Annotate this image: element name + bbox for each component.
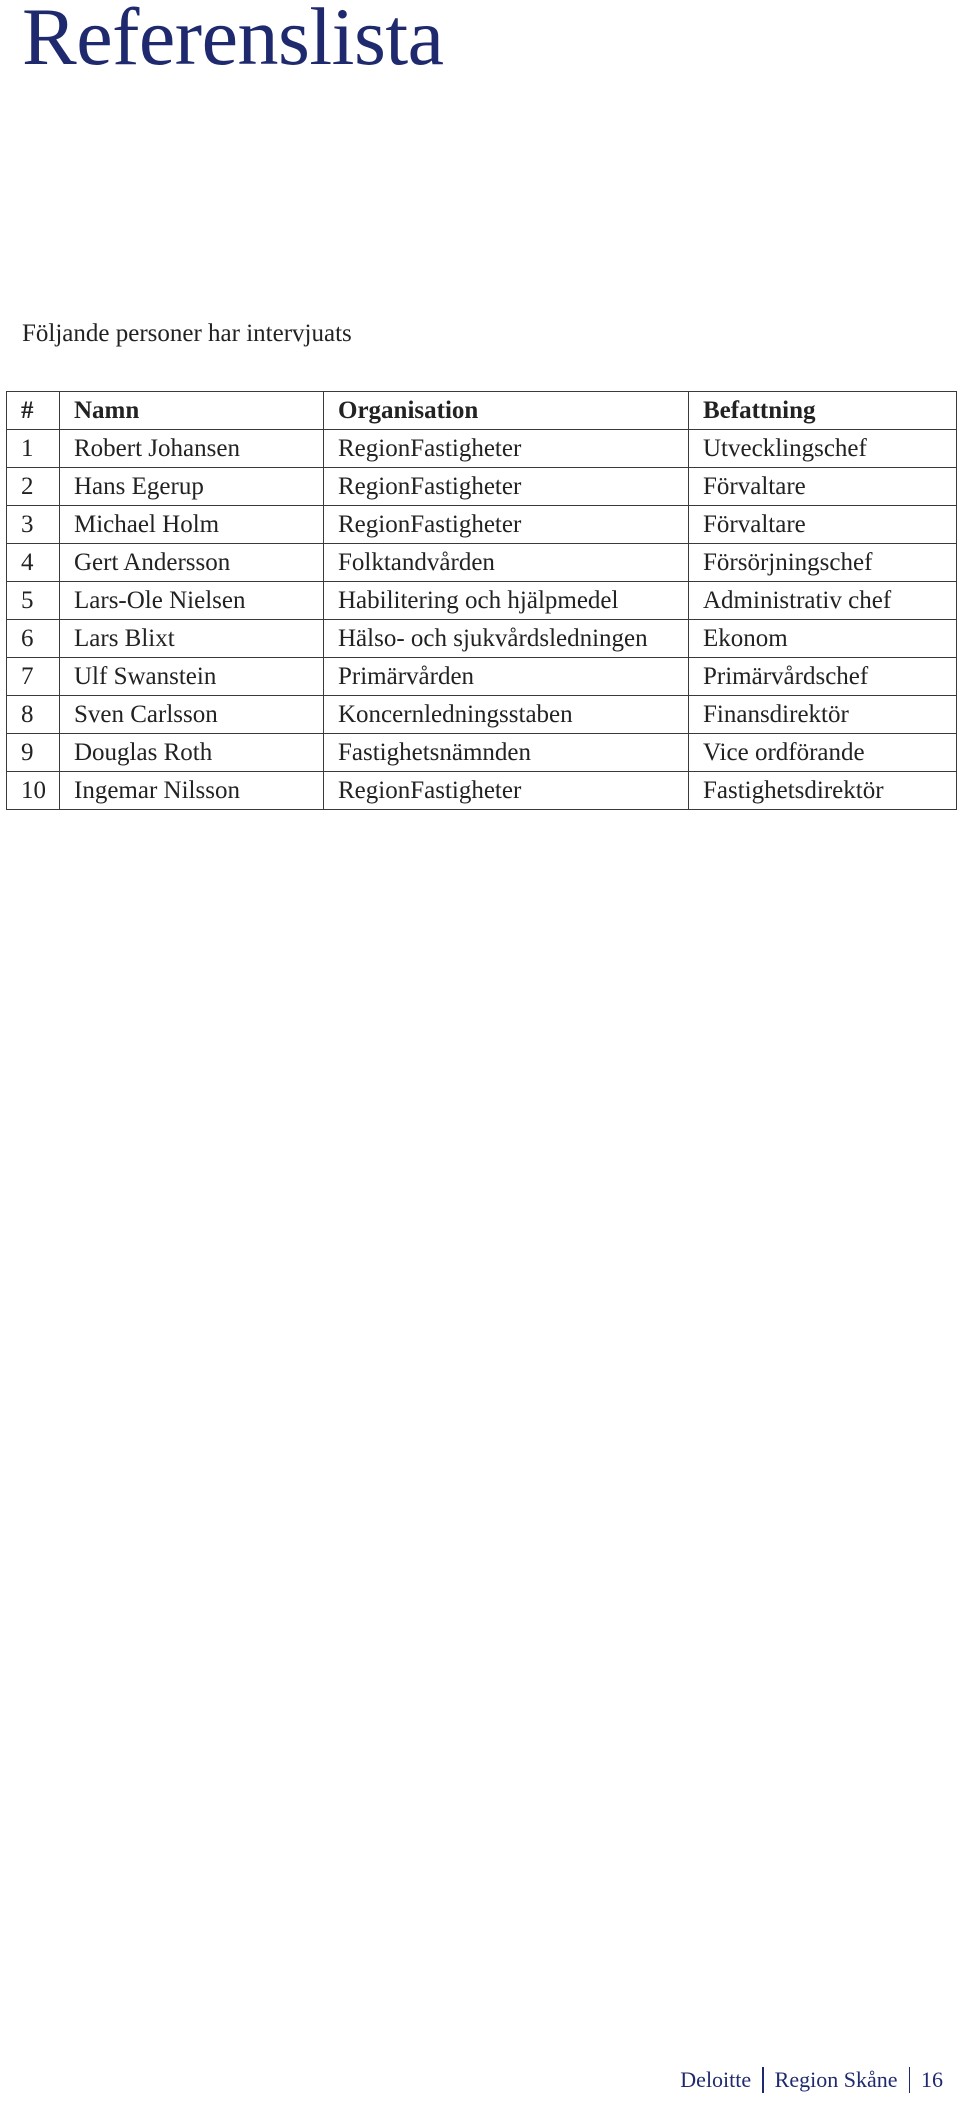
- row-organisation: Koncernledningsstaben: [324, 696, 689, 734]
- row-position: Utvecklingschef: [689, 430, 957, 468]
- row-number: 1: [7, 430, 60, 468]
- row-name: Robert Johansen: [60, 430, 324, 468]
- row-number: 10: [7, 772, 60, 810]
- row-number: 6: [7, 620, 60, 658]
- row-position: Försörjningschef: [689, 544, 957, 582]
- page-footer: [680, 2067, 943, 2093]
- row-name: Lars Blixt: [60, 620, 324, 658]
- row-position: Förvaltare: [689, 506, 957, 544]
- row-organisation: Folktandvården: [324, 544, 689, 582]
- intro-text: Följande personer har intervjuats: [22, 320, 352, 347]
- row-organisation: Habilitering och hjälpmedel: [324, 582, 689, 620]
- row-number: 2: [7, 468, 60, 506]
- row-position: Administrativ chef: [689, 582, 957, 620]
- table-row: [7, 696, 957, 734]
- page-title: Referenslista: [22, 0, 444, 82]
- row-number: 8: [7, 696, 60, 734]
- row-organisation: RegionFastigheter: [324, 506, 689, 544]
- header-name: Namn: [60, 392, 324, 430]
- table-header-row: [7, 392, 957, 430]
- row-name: Michael Holm: [60, 506, 324, 544]
- footer-divider: [762, 2067, 764, 2093]
- row-number: 9: [7, 734, 60, 772]
- interviewee-table: [6, 391, 957, 810]
- row-position: Primärvårdschef: [689, 658, 957, 696]
- row-position: Ekonom: [689, 620, 957, 658]
- row-organisation: RegionFastigheter: [324, 430, 689, 468]
- footer-company: Deloitte: [680, 2067, 752, 2092]
- table-row: [7, 468, 957, 506]
- table-row: [7, 734, 957, 772]
- row-position: Fastighetsdirektör: [689, 772, 957, 810]
- row-name: Lars-Ole Nielsen: [60, 582, 324, 620]
- row-organisation: Fastighetsnämnden: [324, 734, 689, 772]
- row-name: Ingemar Nilsson: [60, 772, 324, 810]
- table-row: [7, 658, 957, 696]
- row-number: 4: [7, 544, 60, 582]
- header-organisation: Organisation: [324, 392, 689, 430]
- row-position: Vice ordförande: [689, 734, 957, 772]
- row-organisation: Hälso- och sjukvårdsledningen: [324, 620, 689, 658]
- footer-page-number: 16: [921, 2067, 943, 2092]
- table-row: [7, 620, 957, 658]
- row-number: 7: [7, 658, 60, 696]
- header-position: Befattning: [689, 392, 957, 430]
- footer-divider: [909, 2067, 911, 2093]
- row-number: 5: [7, 582, 60, 620]
- row-organisation: RegionFastigheter: [324, 468, 689, 506]
- footer-client: Region Skåne: [774, 2067, 898, 2092]
- row-position: Förvaltare: [689, 468, 957, 506]
- row-number: 3: [7, 506, 60, 544]
- table-row: [7, 544, 957, 582]
- row-organisation: Primärvården: [324, 658, 689, 696]
- row-name: Gert Andersson: [60, 544, 324, 582]
- row-organisation: RegionFastigheter: [324, 772, 689, 810]
- table-row: [7, 772, 957, 810]
- header-number: #: [7, 392, 60, 430]
- row-name: Hans Egerup: [60, 468, 324, 506]
- table-row: [7, 506, 957, 544]
- row-name: Douglas Roth: [60, 734, 324, 772]
- row-name: Ulf Swanstein: [60, 658, 324, 696]
- table-row: [7, 582, 957, 620]
- row-position: Finansdirektör: [689, 696, 957, 734]
- table-row: [7, 430, 957, 468]
- row-name: Sven Carlsson: [60, 696, 324, 734]
